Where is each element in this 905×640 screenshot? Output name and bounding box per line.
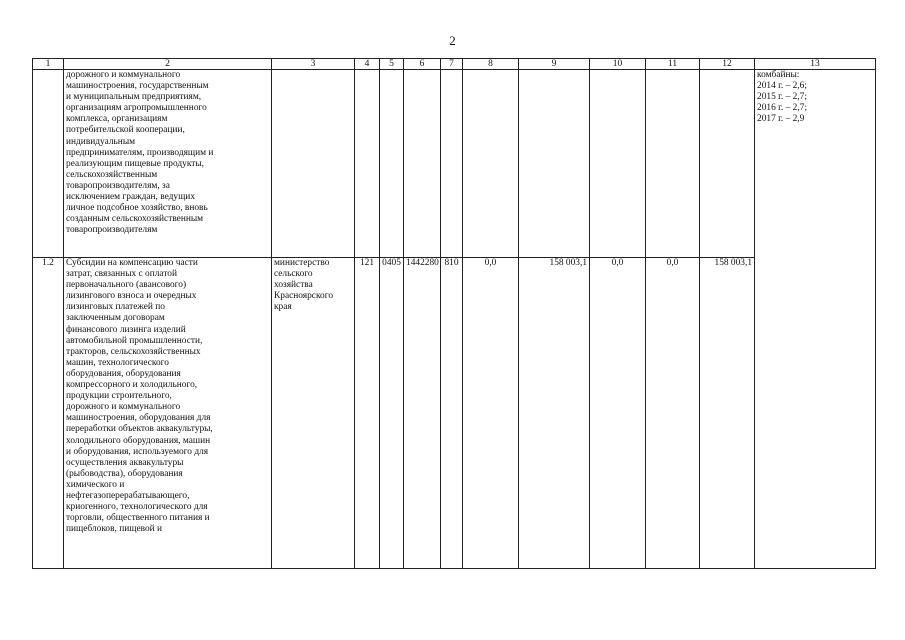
amount-cell bbox=[463, 70, 519, 258]
column-header: 10 bbox=[590, 59, 646, 70]
total-cell: 158 003,1 bbox=[700, 258, 755, 569]
measure-name-cell: Субсидии на компенсацию части затрат, связанных с оплатой первоначального (авансового) лизингового взноса и очередных лизинговых платежей по заключенным договорам финансового лизинга изделий автомобильной промышленности, тракторов, сельскохозяйственных машин, технологического оборудования, оборудования компрессорного и холодильного, продукции строительного, дорожного и коммунального машиностроения, оборудования для переработки объектов аквакультуры, холодильного оборудования, машин и оборудования, используемого для осуществления аквакультуры (рыбоводства), оборудования химического и нефтегазоперерабатывающего, криогенного, технологического для торговли, общественного питания и пищеблоков, пищевой и bbox=[64, 258, 272, 569]
column-header: 13 bbox=[755, 59, 876, 70]
vr-cell bbox=[441, 70, 463, 258]
amount-cell bbox=[590, 70, 646, 258]
column-header: 7 bbox=[441, 59, 463, 70]
page-number: 2 bbox=[449, 33, 456, 48]
amount-cell bbox=[646, 70, 700, 258]
column-header: 5 bbox=[380, 59, 404, 70]
amount-cell: 158 003,1 bbox=[519, 258, 590, 569]
column-header: 8 bbox=[463, 59, 519, 70]
column-header: 1 bbox=[33, 59, 64, 70]
total-cell bbox=[700, 70, 755, 258]
column-header: 11 bbox=[646, 59, 700, 70]
executor-cell bbox=[272, 70, 355, 258]
column-header: 4 bbox=[355, 59, 380, 70]
rzpr-cell bbox=[380, 70, 404, 258]
rzpr-cell: 0405 bbox=[380, 258, 404, 569]
expected-result-cell: комбайны: 2014 г. – 2,6; 2015 г. – 2,7; 2016 г. – 2,7; 2017 г. – 2,9 bbox=[755, 70, 876, 569]
grbs-cell: 121 bbox=[355, 258, 380, 569]
column-number-row bbox=[33, 59, 876, 70]
amount-cell bbox=[519, 70, 590, 258]
amount-cell: 0,0 bbox=[590, 258, 646, 569]
csr-cell bbox=[404, 70, 441, 258]
grbs-cell bbox=[355, 70, 380, 258]
column-header: 6 bbox=[404, 59, 441, 70]
table-row-continued bbox=[33, 70, 876, 258]
column-header: 12 bbox=[700, 59, 755, 70]
executor-cell: министерство сельского хозяйства Красноярского края bbox=[272, 258, 355, 569]
column-header: 2 bbox=[64, 59, 272, 70]
measure-name-cell: дорожного и коммунального машиностроения, государственным и муниципальным предприятиям, организациям агропромышленного комплекса, организациям потребительской кооперации, индивидуальным предпринимателям, производящим и реализующим пищевые продукты, сельскохозяйственным товаропроизводителям, за исключением граждан, ведущих личное подсобное хозяйство, вновь созданным сельскохозяйственным товаропроизводителям bbox=[64, 70, 272, 258]
vr-cell: 810 bbox=[441, 258, 463, 569]
column-header: 3 bbox=[272, 59, 355, 70]
program-activities-table bbox=[32, 58, 876, 569]
csr-cell: 1442280 bbox=[404, 258, 441, 569]
row-number-cell bbox=[33, 70, 64, 258]
table-row-1-2 bbox=[33, 258, 876, 569]
row-number-cell: 1.2 bbox=[33, 258, 64, 569]
column-header: 9 bbox=[519, 59, 590, 70]
amount-cell: 0,0 bbox=[463, 258, 519, 569]
amount-cell: 0,0 bbox=[646, 258, 700, 569]
